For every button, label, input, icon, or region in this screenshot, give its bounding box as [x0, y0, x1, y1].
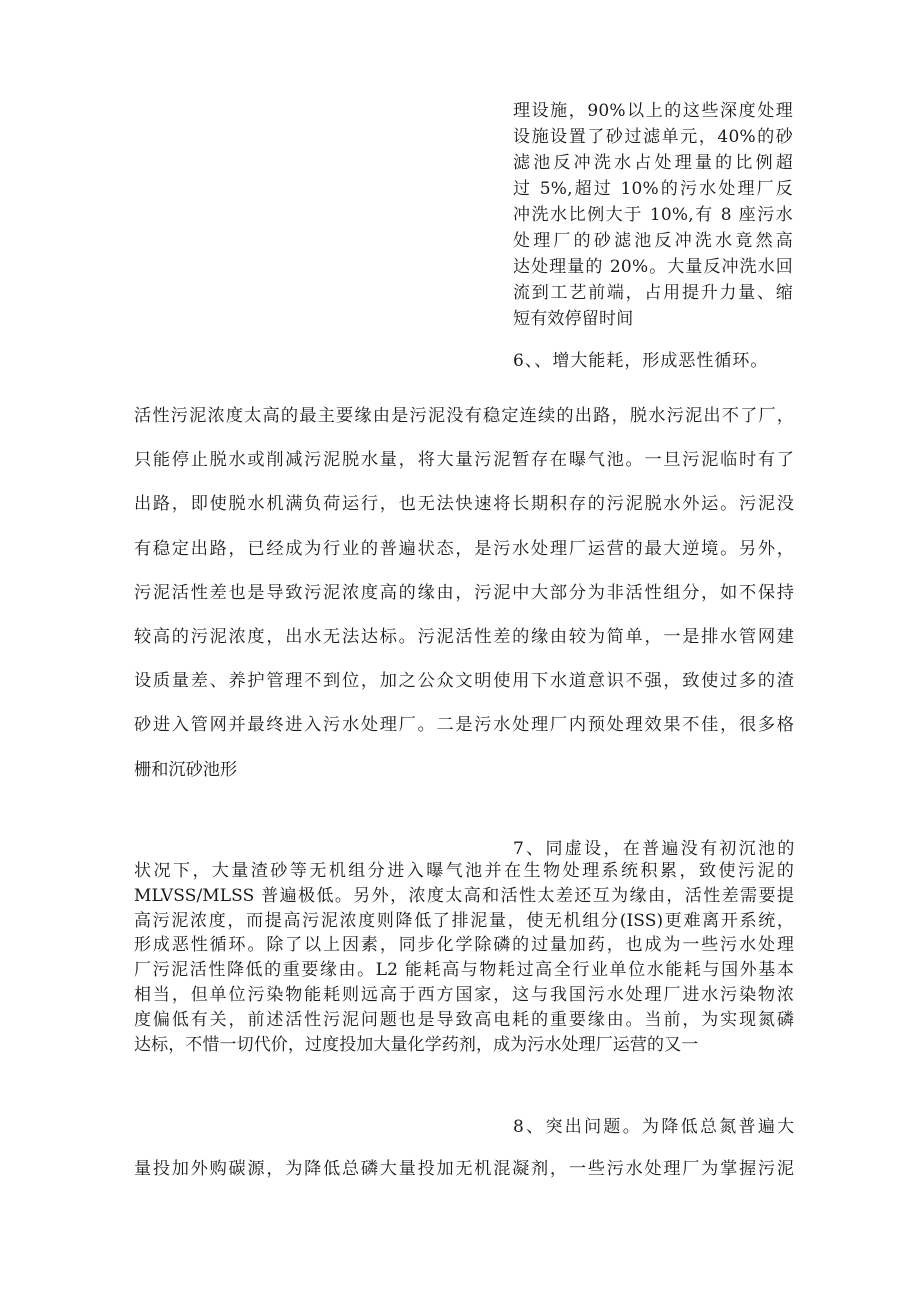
text-line: 达处理量的 20%。大量反冲洗水回	[513, 257, 793, 277]
text-line: 短有效停留时间	[513, 309, 634, 329]
text-line: 栅和沉砂池形	[134, 759, 238, 780]
text-line: 达标，不惜一切代价，过度投加大量化学药剂，成为污水处理厂运营的又一	[134, 1034, 699, 1055]
text-line: 过 5%,超过 10%的污水处理厂反	[513, 179, 793, 199]
text-line: 冲洗水比例大于 10%,有 8 座污水	[513, 205, 793, 225]
text-line: 砂进入管网并最终进入污水处理厂。二是污水处理厂内预处理效果不佳，很多格	[134, 715, 794, 736]
text-line: 度偏低有关，前述活性污泥问题也是导致高电耗的重要缘由。当前，为实现氮磷	[134, 1009, 794, 1030]
text-line: 较高的污泥浓度，出水无法达标。污泥活性差的缘由较为简单，一是排水管网建	[134, 627, 794, 648]
text-line: 相当，但单位污染物能耗则远高于西方国家，这与我国污水处理厂进水污染物浓	[134, 984, 794, 1005]
text-line: 设施设置了砂过滤单元，40%的砂	[513, 127, 793, 147]
heading-text: 7、同虚设，在普遍没有初沉池的	[513, 839, 795, 859]
text-line: 污泥活性差也是导致污泥浓度高的缘由，污泥中大部分为非活性组分，如不保持	[134, 582, 794, 603]
text-line: 高污泥浓度，而提高污泥浓度则降低了排泥量，使无机组分(ISS)更难离开系统，	[134, 910, 794, 931]
text-line: 厂污泥活性降低的重要缘由。L2 能耗高与物耗过高全行业单位水能耗与国外基本	[134, 960, 794, 981]
paragraph-chemical-dosing	[134, 1156, 794, 1182]
text-line: 形成恶性循环。除了以上因素，同步化学除磷的过量加药，也成为一些污水处理	[134, 935, 794, 956]
text-line: 设质量差、养护管理不到位，加之公众文明使用下水道意识不强，致使过多的渣	[134, 671, 794, 692]
paragraph-inorganic-components	[134, 859, 794, 1057]
paragraph-sludge-concentration	[134, 394, 794, 792]
text-line: 流到工艺前端，占用提升力量、缩	[513, 283, 793, 303]
heading-text: 8、突出问题。为降低总氮普遍大	[513, 1117, 795, 1137]
heading-text: 6、、增大能耗，形成恶性循环。	[513, 351, 769, 371]
paragraph-sand-filter	[513, 98, 793, 332]
text-line: 活性污泥浓度太高的最主要缘由是污泥没有稳定连续的出路，脱水污泥出不了厂，	[134, 406, 794, 426]
text-line: 只能停止脱水或削减污泥脱水量，将大量污泥暂存在曝气池。一旦污泥临时有了	[134, 450, 794, 471]
text-line: 有稳定出路，已经成为行业的普遍状态，是污水处理厂运营的最大逆境。另外，	[134, 538, 794, 559]
text-line: 理设施，90%以上的这些深度处理	[513, 101, 793, 121]
text-line: 处理厂的砂滤池反冲洗水竟然高	[513, 231, 793, 251]
section-heading-6	[513, 348, 793, 374]
text-line: 量投加外购碳源，为降低总磷大量投加无机混凝剂，一些污水处理厂为掌握污泥	[134, 1159, 794, 1179]
text-line: 出路，即使脱水机满负荷运行，也无法快速将长期积存的污泥脱水外运。污泥没	[134, 494, 794, 515]
text-line: 状况下，大量渣砂等无机组分进入曝气池并在生物处理系统积累，致使污泥的	[134, 861, 794, 881]
section-heading-8	[513, 1114, 795, 1140]
text-line: 滤池反冲洗水占处理量的比例超	[513, 153, 793, 173]
text-line: MLVSS/MLSS 普遍极低。另外，浓度太高和活性太差还互为缘由，活性差需要提	[134, 885, 794, 906]
